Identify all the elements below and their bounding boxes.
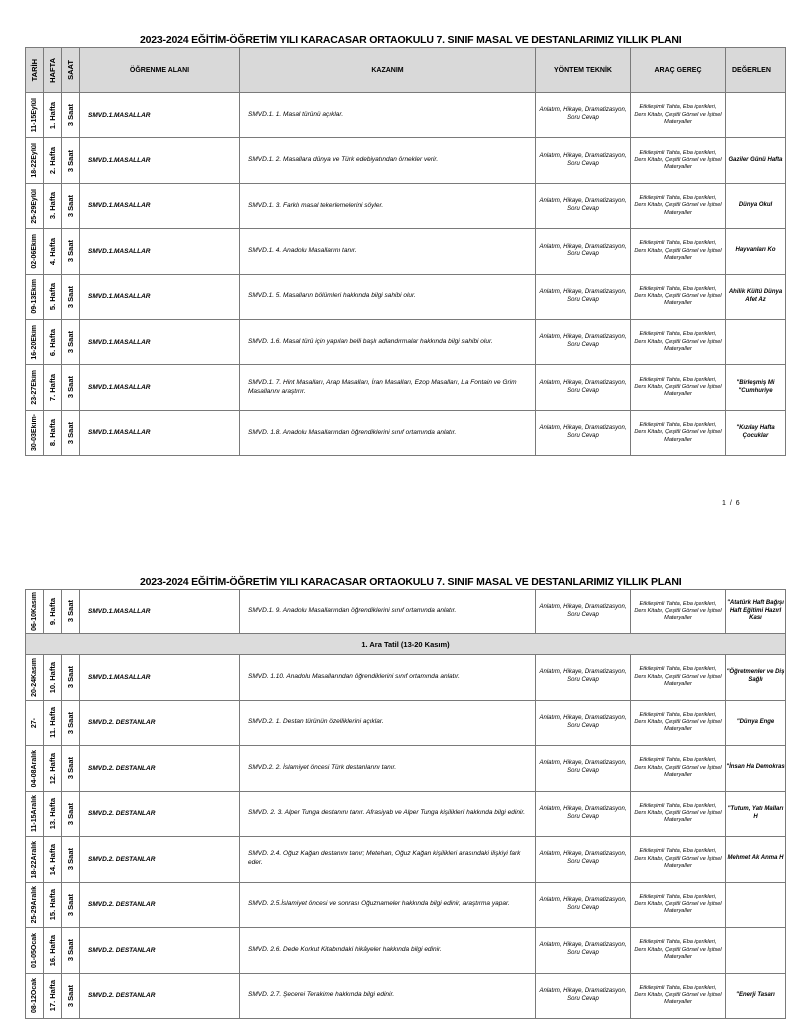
cell-hafta-text: 8. Hafta xyxy=(48,419,57,447)
cell-saat xyxy=(62,319,80,364)
cell-tarih-text: 06-10Kasım xyxy=(31,592,38,631)
cell-arac: Etkileşimli Tahta, Eba içerikleri, Ders Kitabı, Çeşitli Görsel ve İşitsel Materyaller xyxy=(631,973,726,1019)
document-title: 2023-2024 EĞİTİM-ÖĞRETİM YILI KARACASAR ORTAOKULU 7. SINIF MASAL VE DESTANLARIMIZ YILLIK PLANI xyxy=(140,576,682,588)
cell-degerler: "Öğretmenler ve Diş Sağlı xyxy=(726,655,786,701)
cell-arac: Etkileşimli Tahta, Eba içerikleri, Ders Kitabı, Çeşitli Görsel ve İşitsel Materyaller xyxy=(631,229,726,274)
cell-tarih-text: 16-20Ekim xyxy=(31,324,38,360)
cell-degerler: "Enerji Tasarı xyxy=(726,973,786,1019)
table-row xyxy=(26,655,786,701)
cell-kazanim: SMVD.1. 4. Anadolu Masallarını tanır. xyxy=(240,229,536,274)
table-row xyxy=(26,590,786,634)
cell-saat-text: 3 Saat xyxy=(66,149,75,172)
cell-tarih-text: 25-29Eylül xyxy=(31,188,38,224)
cell-saat xyxy=(62,365,80,410)
cell-yontem: Anlatım, Hikaye, Dramatizasyon, Soru Cevap xyxy=(536,655,631,701)
table-row xyxy=(26,791,786,837)
table-row xyxy=(26,319,786,364)
cell-kazanim: SMVD. 2. 3. Alper Tunga destanını tanır. Afrasiyab ve Alper Tunga kişilikleri hakkında bilgi edinir. xyxy=(240,791,536,837)
cell-saat-text: 3 Saat xyxy=(66,848,75,871)
cell-saat-text: 3 Saat xyxy=(66,104,75,127)
cell-degerler: Dünya Okul xyxy=(726,183,786,228)
cell-degerler: "Tutum, Yatı Malları H xyxy=(726,791,786,837)
cell-ogrenme-alani: SMVD.1.MASALLAR xyxy=(80,274,240,319)
cell-hafta-text: 13. Hafta xyxy=(48,798,57,830)
cell-degerler: Hayvanları Ko xyxy=(726,229,786,274)
cell-hafta-text: 1. Hafta xyxy=(48,101,57,129)
cell-kazanim: SMVD.1. 2. Masallara dünya ve Türk edebiyatından örnekler verir. xyxy=(240,138,536,183)
cell-degerler: "Kızılay Hafta Çocuklar xyxy=(726,410,786,455)
cell-tarih xyxy=(26,319,44,364)
cell-hafta xyxy=(44,746,62,792)
cell-tarih-text: 18-22Aralık xyxy=(31,840,38,878)
cell-tarih-text: 02-06Ekim xyxy=(31,234,38,269)
cell-saat-text: 3 Saat xyxy=(66,194,75,218)
cell-yontem: Anlatım, Hikaye, Dramatizasyon, Soru Cevap xyxy=(536,882,631,928)
cell-tarih xyxy=(26,837,44,883)
cell-degerler: Ahilik Kültü Dünya Afet Az xyxy=(726,274,786,319)
table-header-row xyxy=(26,48,786,93)
header-saat: SAAT xyxy=(62,48,80,93)
header-arac-gerec: ARAÇ GEREÇ xyxy=(631,48,726,93)
cell-ogrenme-alani: SMVD.1.MASALLAR xyxy=(80,410,240,455)
cell-saat xyxy=(62,700,80,746)
cell-tarih-text: 27- xyxy=(31,717,38,728)
cell-kazanim: SMVD. 2.5.İslamiyet öncesi ve sonrası Oğuznameler hakkında bilgi edinir, araştırma yapar. xyxy=(240,882,536,928)
cell-saat-text: 3 Saat xyxy=(66,984,75,1007)
cell-ogrenme-alani: SMVD.2. DESTANLAR xyxy=(80,791,240,837)
cell-tarih xyxy=(26,928,44,974)
cell-kazanim: SMVD. 1.8. Anadolu Masallarından öğrendiklerini sınıf ortamında anlatır. xyxy=(240,410,536,455)
table-row xyxy=(26,138,786,183)
cell-ogrenme-alani: SMVD.2. DESTANLAR xyxy=(80,973,240,1019)
cell-hafta-text: 11. Hafta xyxy=(48,707,57,739)
cell-arac: Etkileşimli Tahta, Eba içerikleri, Ders Kitabı, Çeşitli Görsel ve İşitsel Materyaller xyxy=(631,791,726,837)
cell-tarih-text: 30-03Ekim- xyxy=(31,414,38,452)
cell-saat-text: 3 Saat xyxy=(66,939,75,962)
cell-tarih xyxy=(26,700,44,746)
table-row xyxy=(26,746,786,792)
cell-tarih-text: 01-05Ocak xyxy=(31,932,38,968)
table-row xyxy=(26,274,786,319)
cell-hafta-text: 15. Hafta xyxy=(48,889,57,921)
cell-saat-text: 3 Saat xyxy=(66,376,75,399)
page-number: 1 / 6 xyxy=(722,500,741,507)
cell-tarih-text: 18-22Eylül xyxy=(31,143,38,178)
cell-hafta-text: 17. Hafta xyxy=(48,980,57,1012)
cell-hafta xyxy=(44,791,62,837)
table-row xyxy=(26,882,786,928)
cell-saat-text: 3 Saat xyxy=(66,331,75,354)
cell-saat-text: 3 Saat xyxy=(66,711,75,734)
cell-arac: Etkileşimli Tahta, Eba içerikleri, Ders Kitabı, Çeşitli Görsel ve İşitsel Materyaller xyxy=(631,93,726,138)
cell-kazanim: SMVD.1. 9. Anadolu Masallarından öğrendiklerini sınıf ortamında anlatır. xyxy=(240,590,536,634)
cell-ogrenme-alani: SMVD.2. DESTANLAR xyxy=(80,882,240,928)
cell-saat xyxy=(62,746,80,792)
cell-tarih xyxy=(26,183,44,228)
cell-degerler: "Birleşmiş Mi "Cumhuriye xyxy=(726,365,786,410)
cell-kazanim: SMVD. 2.7. Şecerei Terakime hakkında bilgi edinir. xyxy=(240,973,536,1019)
header-hafta: HAFTA xyxy=(44,48,62,93)
holiday-label: 1. Ara Tatil (13-20 Kasım) xyxy=(26,634,786,655)
cell-ogrenme-alani: SMVD.1.MASALLAR xyxy=(80,229,240,274)
cell-arac: Etkileşimli Tahta, Eba içerikleri, Ders Kitabı, Çeşitli Görsel ve İşitsel Materyaller xyxy=(631,274,726,319)
cell-hafta xyxy=(44,700,62,746)
cell-degerler xyxy=(726,319,786,364)
cell-arac: Etkileşimli Tahta, Eba içerikleri, Ders Kitabı, Çeşitli Görsel ve İşitsel Materyaller xyxy=(631,837,726,883)
cell-kazanim: SMVD.1. 3. Farklı masal tekerlemelerini söyler. xyxy=(240,183,536,228)
cell-kazanim: SMVD.2. 1. Destan türünün özelliklerini açıklar. xyxy=(240,700,536,746)
cell-tarih xyxy=(26,138,44,183)
cell-hafta xyxy=(44,229,62,274)
cell-tarih-text: 08-12Ocak xyxy=(31,978,38,1014)
cell-tarih xyxy=(26,93,44,138)
cell-arac: Etkileşimli Tahta, Eba içerikleri, Ders Kitabı, Çeşitli Görsel ve İşitsel Materyaller xyxy=(631,138,726,183)
cell-saat-text: 3 Saat xyxy=(66,240,75,263)
cell-saat xyxy=(62,928,80,974)
cell-saat xyxy=(62,655,80,701)
page-2 xyxy=(0,560,785,1024)
table-row xyxy=(26,973,786,1019)
cell-kazanim: SMVD.2. 2. İslamiyet öncesi Türk destanlarını tanır. xyxy=(240,746,536,792)
cell-hafta xyxy=(44,138,62,183)
cell-kazanim: SMVD. 2.4. Oğuz Kağan destanını tanır; Metehan, Oğuz Kağan kişilikleri arasındaki ilişkiyi fark eder. xyxy=(240,837,536,883)
cell-saat-text: 3 Saat xyxy=(66,666,75,689)
header-degerler: DEĞERLEN xyxy=(726,48,786,93)
cell-arac: Etkileşimli Tahta, Eba içerikleri, Ders Kitabı, Çeşitli Görsel ve İşitsel Materyaller xyxy=(631,655,726,701)
cell-arac: Etkileşimli Tahta, Eba içerikleri, Ders Kitabı, Çeşitli Görsel ve İşitsel Materyaller xyxy=(631,746,726,792)
cell-saat-text: 3 Saat xyxy=(66,893,75,916)
table-row xyxy=(26,700,786,746)
cell-yontem: Anlatım, Hikaye, Dramatizasyon, Soru Cevap xyxy=(536,93,631,138)
cell-degerler: Mehmet Ak Anma H xyxy=(726,837,786,883)
header-yontem-teknik: YÖNTEM TEKNİK xyxy=(536,48,631,93)
cell-degerler xyxy=(726,882,786,928)
cell-hafta-text: 5. Hafta xyxy=(48,283,57,311)
cell-hafta xyxy=(44,365,62,410)
cell-ogrenme-alani: SMVD.2. DESTANLAR xyxy=(80,700,240,746)
cell-ogrenme-alani: SMVD.1.MASALLAR xyxy=(80,590,240,634)
cell-tarih-text: 09-13Ekim xyxy=(31,279,38,315)
cell-arac: Etkileşimli Tahta, Eba içerikleri, Ders Kitabı, Çeşitli Görsel ve İşitsel Materyaller xyxy=(631,590,726,634)
cell-ogrenme-alani: SMVD.2. DESTANLAR xyxy=(80,746,240,792)
table-row xyxy=(26,229,786,274)
cell-yontem: Anlatım, Hikaye, Dramatizasyon, Soru Cevap xyxy=(536,837,631,883)
cell-yontem: Anlatım, Hikaye, Dramatizasyon, Soru Cevap xyxy=(536,138,631,183)
cell-saat-text: 3 Saat xyxy=(66,802,75,825)
cell-yontem: Anlatım, Hikaye, Dramatizasyon, Soru Cevap xyxy=(536,928,631,974)
table-row xyxy=(26,837,786,883)
table-row xyxy=(26,365,786,410)
plan-table-page1 xyxy=(25,47,786,456)
cell-saat xyxy=(62,791,80,837)
cell-arac: Etkileşimli Tahta, Eba içerikleri, Ders Kitabı, Çeşitli Görsel ve İşitsel Materyaller xyxy=(631,410,726,455)
cell-kazanim: SMVD. 1.6. Masal türü için yapılan belli başlı adlandırmalar hakkında bilgi sahibi olur. xyxy=(240,319,536,364)
cell-hafta xyxy=(44,837,62,883)
cell-yontem: Anlatım, Hikaye, Dramatizasyon, Soru Cevap xyxy=(536,183,631,228)
header-ogrenme-alani: ÖĞRENME ALANI xyxy=(80,48,240,93)
cell-hafta-text: 2. Hafta xyxy=(48,147,57,175)
holiday-row xyxy=(26,634,786,655)
cell-arac: Etkileşimli Tahta, Eba içerikleri, Ders Kitabı, Çeşitli Görsel ve İşitsel Materyaller xyxy=(631,700,726,746)
cell-hafta xyxy=(44,655,62,701)
cell-degerler xyxy=(726,928,786,974)
table-row xyxy=(26,183,786,228)
cell-saat xyxy=(62,274,80,319)
cell-ogrenme-alani: SMVD.1.MASALLAR xyxy=(80,655,240,701)
cell-tarih xyxy=(26,791,44,837)
cell-hafta xyxy=(44,183,62,228)
cell-yontem: Anlatım, Hikaye, Dramatizasyon, Soru Cevap xyxy=(536,791,631,837)
cell-kazanim: SMVD.1. 5. Masalların bölümleri hakkında bilgi sahibi olur. xyxy=(240,274,536,319)
cell-saat xyxy=(62,590,80,634)
table-row xyxy=(26,410,786,455)
cell-hafta-text: 14. Hafta xyxy=(48,843,57,875)
cell-hafta-text: 3. Hafta xyxy=(48,192,57,220)
cell-arac: Etkileşimli Tahta, Eba içerikleri, Ders Kitabı, Çeşitli Görsel ve İşitsel Materyaller xyxy=(631,183,726,228)
cell-tarih xyxy=(26,274,44,319)
cell-hafta xyxy=(44,93,62,138)
cell-tarih xyxy=(26,590,44,634)
cell-tarih xyxy=(26,229,44,274)
cell-hafta-text: 7. Hafta xyxy=(48,373,57,402)
cell-ogrenme-alani: SMVD.1.MASALLAR xyxy=(80,138,240,183)
cell-degerler: "Atatürk Haft Bağışı Haft Eğitimi Hazırl Kası xyxy=(726,590,786,634)
cell-ogrenme-alani: SMVD.1.MASALLAR xyxy=(80,183,240,228)
cell-tarih xyxy=(26,882,44,928)
cell-saat xyxy=(62,93,80,138)
cell-hafta xyxy=(44,590,62,634)
cell-arac: Etkileşimli Tahta, Eba içerikleri, Ders Kitabı, Çeşitli Görsel ve İşitsel Materyaller xyxy=(631,365,726,410)
cell-hafta-text: 6. Hafta xyxy=(48,328,57,356)
cell-saat xyxy=(62,837,80,883)
cell-yontem: Anlatım, Hikaye, Dramatizasyon, Soru Cevap xyxy=(536,590,631,634)
cell-hafta-text: 4. Hafta xyxy=(48,237,57,265)
cell-tarih-text: 25-29Aralık xyxy=(31,886,38,924)
cell-degerler: "Dünya Enge xyxy=(726,700,786,746)
cell-saat xyxy=(62,183,80,228)
cell-tarih-text: 20-24Kasım xyxy=(31,657,38,697)
cell-tarih-text: 11-15Aralık xyxy=(31,795,38,833)
cell-yontem: Anlatım, Hikaye, Dramatizasyon, Soru Cevap xyxy=(536,365,631,410)
cell-hafta xyxy=(44,928,62,974)
cell-arac: Etkileşimli Tahta, Eba içerikleri, Ders Kitabı, Çeşitli Görsel ve İşitsel Materyaller xyxy=(631,928,726,974)
table-row xyxy=(26,93,786,138)
cell-hafta-text: 12. Hafta xyxy=(48,752,57,784)
cell-kazanim: SMVD. 1.10. Anadolu Masallarından öğrendiklerini sınıf ortamında anlatır. xyxy=(240,655,536,701)
cell-yontem: Anlatım, Hikaye, Dramatizasyon, Soru Cevap xyxy=(536,229,631,274)
cell-ogrenme-alani: SMVD.2. DESTANLAR xyxy=(80,837,240,883)
cell-arac: Etkileşimli Tahta, Eba içerikleri, Ders Kitabı, Çeşitli Görsel ve İşitsel Materyaller xyxy=(631,319,726,364)
cell-tarih xyxy=(26,746,44,792)
cell-saat xyxy=(62,229,80,274)
cell-saat xyxy=(62,410,80,455)
cell-hafta xyxy=(44,882,62,928)
cell-yontem: Anlatım, Hikaye, Dramatizasyon, Soru Cevap xyxy=(536,973,631,1019)
cell-saat xyxy=(62,138,80,183)
cell-tarih-text: 11-15Eylül xyxy=(31,98,38,133)
cell-kazanim: SMVD. 2.6. Dede Korkut Kitabındaki hikâyeler hakkında bilgi edinir. xyxy=(240,928,536,974)
cell-saat-text: 3 Saat xyxy=(66,285,75,308)
cell-hafta xyxy=(44,274,62,319)
cell-yontem: Anlatım, Hikaye, Dramatizasyon, Soru Cevap xyxy=(536,274,631,319)
cell-tarih xyxy=(26,973,44,1019)
cell-hafta-text: 16. Hafta xyxy=(48,934,57,966)
cell-yontem: Anlatım, Hikaye, Dramatizasyon, Soru Cevap xyxy=(536,319,631,364)
cell-tarih xyxy=(26,655,44,701)
cell-ogrenme-alani: SMVD.2. DESTANLAR xyxy=(80,928,240,974)
cell-tarih xyxy=(26,365,44,410)
cell-yontem: Anlatım, Hikaye, Dramatizasyon, Soru Cevap xyxy=(536,746,631,792)
cell-kazanim: SMVD.1. 1. Masal türünü açıklar. xyxy=(240,93,536,138)
plan-table-page2 xyxy=(25,589,786,1019)
cell-degerler: Gaziler Günü Hafta xyxy=(726,138,786,183)
cell-hafta-text: 10. Hafta xyxy=(48,661,57,693)
cell-saat-text: 3 Saat xyxy=(66,757,75,780)
header-tarih: TARİH xyxy=(26,48,44,93)
cell-ogrenme-alani: SMVD.1.MASALLAR xyxy=(80,365,240,410)
cell-saat-text: 3 Saat xyxy=(66,600,75,623)
header-kazanim: KAZANIM xyxy=(240,48,536,93)
cell-saat-text: 3 Saat xyxy=(66,421,75,444)
cell-saat xyxy=(62,973,80,1019)
cell-tarih-text: 23-27Ekim xyxy=(31,370,38,405)
cell-tarih xyxy=(26,410,44,455)
cell-hafta xyxy=(44,319,62,364)
cell-hafta-text: 9. Hafta xyxy=(48,597,57,626)
cell-arac: Etkileşimli Tahta, Eba içerikleri, Ders Kitabı, Çeşitli Görsel ve İşitsel Materyaller xyxy=(631,882,726,928)
document-title: 2023-2024 EĞİTİM-ÖĞRETİM YILI KARACASAR ORTAOKULU 7. SINIF MASAL VE DESTANLARIMIZ YILLIK PLANI xyxy=(140,34,682,46)
cell-hafta xyxy=(44,410,62,455)
cell-yontem: Anlatım, Hikaye, Dramatizasyon, Soru Cevap xyxy=(536,410,631,455)
cell-degerler: "İnsan Ha Demokras xyxy=(726,746,786,792)
cell-kazanim: SMVD.1. 7. Hint Masalları, Arap Masalları, İran Masalları, Ezop Masalları, La Fontain ve Grim Masallarını araştırır. xyxy=(240,365,536,410)
cell-ogrenme-alani: SMVD.1.MASALLAR xyxy=(80,319,240,364)
cell-ogrenme-alani: SMVD.1.MASALLAR xyxy=(80,93,240,138)
cell-tarih-text: 04-08Aralık xyxy=(31,749,38,787)
cell-yontem: Anlatım, Hikaye, Dramatizasyon, Soru Cevap xyxy=(536,700,631,746)
cell-saat xyxy=(62,882,80,928)
cell-degerler xyxy=(726,93,786,138)
cell-hafta xyxy=(44,973,62,1019)
table-row xyxy=(26,928,786,974)
